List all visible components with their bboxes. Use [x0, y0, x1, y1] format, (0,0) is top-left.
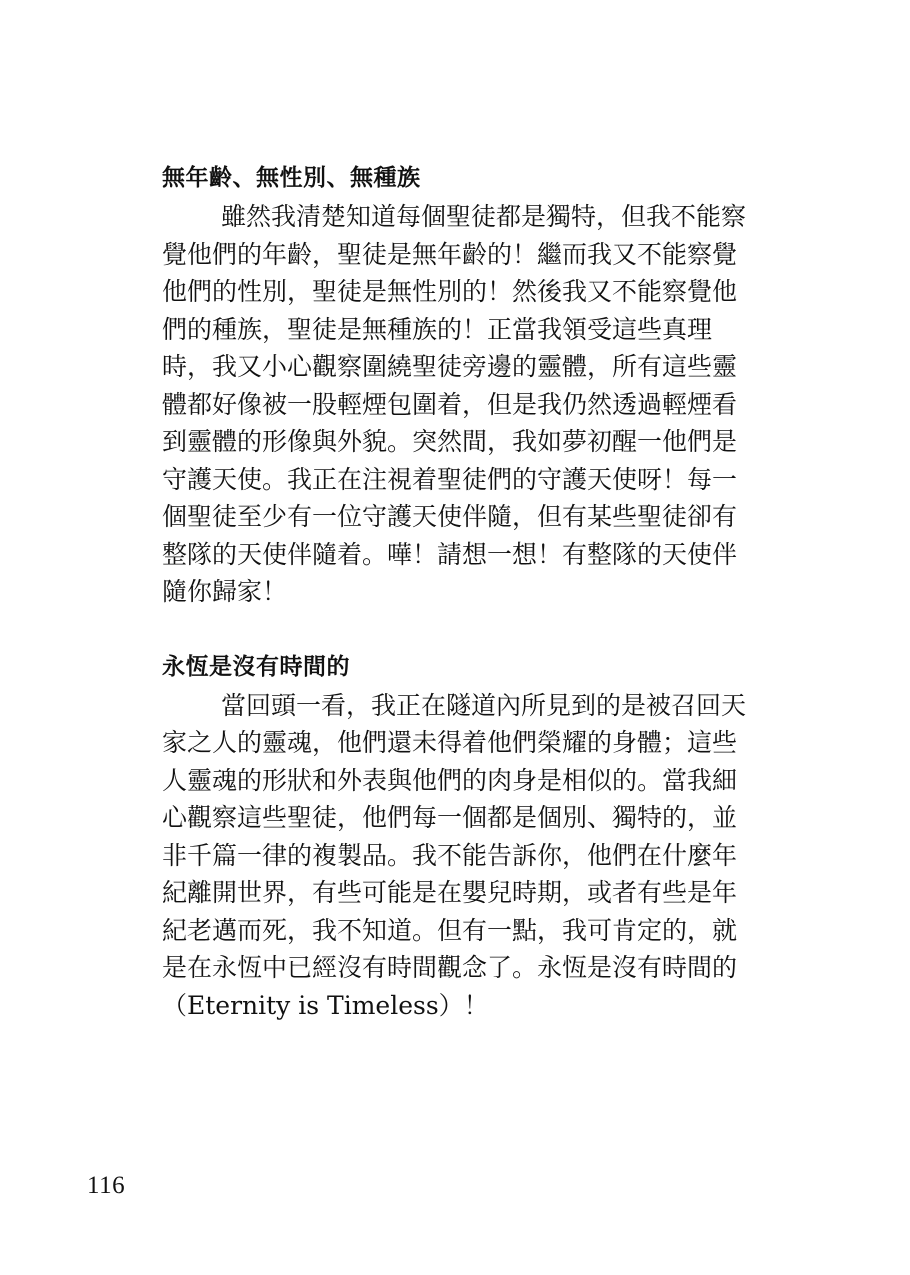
section-heading: 無年齡、無性別、無種族: [162, 165, 421, 191]
paragraph-line: 人靈魂的形狀和外表與他們的肉身是相似的。當我細: [162, 765, 738, 795]
paragraph-line: 時，我又小心觀察圍繞聖徒旁邊的靈體，所有這些靈: [162, 352, 738, 381]
section-heading: 永恆是沒有時間的: [162, 653, 350, 680]
paragraph-line: 個聖徒至少有一位守護天使伴隨，但有某些聖徒卻有: [162, 502, 738, 531]
page-number: 116: [87, 1172, 126, 1199]
paragraph-line: 心觀察這些聖徒，他們每一個都是個別、獨特的，並: [162, 803, 738, 832]
paragraph-line: 覺他們的年齡，聖徒是無年齡的！繼而我又不能察覺: [162, 239, 738, 269]
paragraph-line: 是在永恆中已經沒有時間觀念了。永恆是沒有時間的: [162, 953, 738, 982]
paragraph-line: 他們的性別，聖徒是無性別的！然後我又不能察覺他: [162, 277, 738, 306]
paragraph-line: 隨你歸家！: [162, 577, 288, 606]
paragraph-line: 非千篇一律的複製品。我不能告訴你，他們在什麼年: [162, 840, 738, 870]
paragraph-line: 雖然我清楚知道每個聖徒都是獨特，但我不能察: [221, 202, 747, 231]
section-paragraph: [162, 687, 750, 1025]
paragraph-line: 守護天使。我正在注視着聖徒們的守護天使呀！每一: [162, 464, 738, 494]
paragraph-line: 體都好像被一股輕煙包圍着，但是我仍然透過輕煙看: [162, 389, 738, 419]
paragraph-line: 家之人的靈魂，他們還未得着他們榮耀的身體；這些: [162, 728, 738, 757]
paragraph-line: 整隊的天使伴隨着。嘩！請想一想！有整隊的天使伴: [162, 539, 738, 569]
page-content: [162, 160, 750, 1024]
section-paragraph: [162, 198, 750, 611]
paragraph-line: 當回頭一看，我正在隧道內所見到的是被召回天: [221, 690, 747, 720]
paragraph-line: 到靈體的形像與外貌。突然間，我如夢初醒一他們是: [162, 427, 738, 456]
paragraph-line: 紀離開世界，有些可能是在嬰兒時期，或者有些是年: [162, 878, 738, 907]
paragraph-line: 們的種族，聖徒是無種族的！正當我領受這些真理: [162, 314, 713, 344]
paragraph-line: 紀老邁而死，我不知道。但有一點，我可肯定的，就: [162, 915, 738, 945]
paragraph-line: （Eternity is Timeless）！: [162, 990, 489, 1020]
